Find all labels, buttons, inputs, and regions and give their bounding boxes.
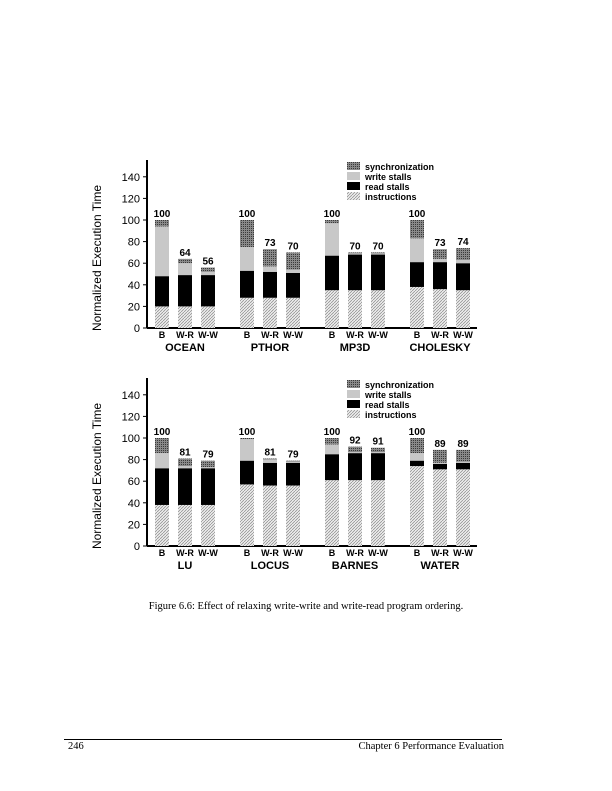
bar-segment-instructions — [371, 290, 385, 328]
bar-total-label: 73 — [434, 238, 446, 250]
legend-swatch — [347, 390, 360, 398]
bar-total-label: 91 — [372, 436, 384, 448]
bar-segment-read-stalls — [371, 255, 385, 291]
bar-segment-read-stalls — [263, 272, 277, 298]
bar-category-label: B — [413, 548, 421, 558]
bar-category-label: W-R — [176, 548, 194, 558]
bar-segment-write-stalls — [263, 266, 277, 271]
bar-segment-read-stalls — [240, 461, 254, 485]
legend-swatch — [347, 192, 360, 200]
bar-segment-read-stalls — [433, 464, 447, 469]
bar-total-label: 81 — [264, 447, 276, 459]
bar-category-label: W-W — [198, 330, 218, 340]
y-tick-label: 60 — [127, 476, 140, 489]
bar-segment-write-stalls — [325, 444, 339, 454]
bar-segment-instructions — [325, 290, 339, 328]
bar-category-label: W-W — [283, 548, 303, 558]
bar-segment-read-stalls — [155, 468, 169, 505]
bar-segment-read-stalls — [371, 453, 385, 480]
bar-segment-synchronization — [433, 450, 447, 463]
bar-category-label: B — [243, 548, 251, 558]
bar-segment-read-stalls — [348, 453, 362, 480]
legend-swatch — [347, 400, 360, 408]
bar-category-label: W-R — [431, 548, 449, 558]
y-tick-label: 0 — [133, 323, 140, 335]
bar-segment-instructions — [178, 306, 192, 328]
bar-segment-read-stalls — [433, 262, 447, 289]
bar-segment-synchronization — [456, 450, 470, 462]
bar-segment-read-stalls — [178, 468, 192, 505]
bar-segment-synchronization — [155, 438, 169, 453]
bar-category-label: B — [328, 330, 336, 340]
bar-segment-read-stalls — [456, 463, 470, 469]
bar-segment-instructions — [286, 298, 300, 328]
figure-caption: Figure 6.6: Effect of relaxing write-write and write-read program ordering. — [148, 601, 464, 612]
bar-segment-synchronization — [263, 249, 277, 266]
bar-segment-write-stalls — [240, 439, 254, 461]
legend-label: read stalls — [365, 400, 410, 410]
bar-segment-synchronization — [371, 448, 385, 452]
bar-segment-read-stalls — [325, 454, 339, 480]
bar-total-label: 79 — [202, 449, 214, 461]
bar-segment-synchronization — [263, 459, 277, 460]
bar-segment-read-stalls — [263, 463, 277, 486]
bar-category-label: W-W — [453, 548, 473, 558]
bar-segment-write-stalls — [178, 466, 192, 468]
bar-segment-synchronization — [240, 220, 254, 247]
bar-segment-write-stalls — [456, 462, 470, 463]
bar-segment-instructions — [240, 298, 254, 328]
footer-rule — [64, 739, 502, 740]
group-label: LU — [177, 560, 193, 572]
bar-segment-write-stalls — [240, 247, 254, 271]
bar-total-label: 100 — [153, 427, 171, 438]
y-tick-label: 100 — [121, 215, 140, 227]
legend-swatch — [347, 172, 360, 180]
bar-segment-synchronization — [410, 438, 424, 453]
y-tick-label: 20 — [127, 519, 140, 532]
bar-category-label: B — [243, 330, 251, 340]
bar-category-label: B — [413, 330, 421, 340]
y-tick-label: 120 — [121, 411, 140, 424]
bar-segment-instructions — [325, 480, 339, 546]
bar-segment-synchronization — [325, 220, 339, 223]
bar-segment-read-stalls — [286, 273, 300, 298]
bar-segment-instructions — [348, 290, 362, 328]
legend-swatch — [347, 380, 360, 388]
y-tick-label: 40 — [127, 279, 140, 292]
bar-segment-synchronization — [155, 220, 169, 226]
bar-segment-instructions — [433, 469, 447, 546]
bar-segment-read-stalls — [286, 463, 300, 486]
group-label: LOCUS — [250, 560, 290, 572]
bar-segment-synchronization — [325, 438, 339, 444]
legend-swatch — [347, 162, 360, 170]
bar-category-label: W-R — [346, 330, 364, 340]
bar-segment-write-stalls — [286, 462, 300, 463]
group-label: PTHOR — [250, 342, 290, 354]
bar-segment-write-stalls — [410, 238, 424, 262]
bar-segment-synchronization — [240, 438, 254, 439]
y-tick-label: 20 — [127, 301, 140, 314]
bar-segment-write-stalls — [348, 452, 362, 453]
bar-category-label: W-W — [368, 330, 388, 340]
bar-total-label: 74 — [457, 237, 469, 249]
page-number: 246 — [68, 741, 84, 752]
bar-total-label: 100 — [238, 427, 256, 438]
bar-segment-write-stalls — [155, 453, 169, 468]
bar-segment-read-stalls — [348, 255, 362, 291]
bar-segment-write-stalls — [286, 270, 300, 273]
bar-segment-write-stalls — [155, 226, 169, 276]
bar-segment-write-stalls — [371, 253, 385, 254]
bar-segment-read-stalls — [178, 275, 192, 306]
bar-segment-instructions — [433, 289, 447, 328]
legend-swatch — [347, 182, 360, 190]
group-label: MP3D — [339, 342, 371, 354]
legend-label: synchronization — [365, 162, 435, 172]
bar-segment-write-stalls — [456, 260, 470, 263]
bar-segment-write-stalls — [410, 453, 424, 461]
y-tick-label: 140 — [121, 389, 140, 402]
bar-segment-synchronization — [456, 248, 470, 260]
bar-segment-read-stalls — [201, 468, 215, 505]
bar-category-label: W-R — [346, 548, 364, 558]
bar-total-label: 100 — [408, 427, 426, 438]
group-label: WATER — [420, 560, 460, 572]
legend-label: write stalls — [365, 390, 412, 400]
bar-total-label: 73 — [264, 238, 276, 250]
bar-segment-synchronization — [178, 259, 192, 263]
y-tick-label: 120 — [121, 193, 140, 206]
bar-category-label: W-W — [283, 330, 303, 340]
chapter-title: Chapter 6 Performance Evaluation — [358, 741, 504, 752]
group-label: OCEAN — [165, 342, 205, 354]
bar-segment-read-stalls — [410, 461, 424, 466]
bar-segment-synchronization — [348, 447, 362, 452]
bar-segment-write-stalls — [263, 460, 277, 463]
bar-total-label: 89 — [434, 438, 446, 450]
y-tick-label: 60 — [127, 258, 140, 271]
bar-segment-write-stalls — [178, 263, 192, 275]
bar-segment-write-stalls — [348, 253, 362, 254]
bar-segment-write-stalls — [325, 223, 339, 255]
bar-segment-synchronization — [371, 252, 385, 253]
bar-segment-instructions — [456, 469, 470, 546]
bar-segment-write-stalls — [201, 467, 215, 468]
legend-label: write stalls — [365, 172, 412, 182]
bar-total-label: 100 — [323, 209, 341, 220]
bar-segment-instructions — [456, 290, 470, 328]
bar-segment-read-stalls — [201, 275, 215, 306]
bar-segment-read-stalls — [240, 271, 254, 298]
bar-total-label: 56 — [202, 256, 214, 268]
bar-segment-instructions — [201, 505, 215, 546]
bar-total-label: 100 — [323, 427, 341, 438]
bar-segment-instructions — [286, 486, 300, 546]
bar-segment-synchronization — [178, 459, 192, 467]
bar-category-label: W-W — [368, 548, 388, 558]
y-tick-label: 0 — [133, 541, 140, 553]
bar-segment-instructions — [155, 306, 169, 328]
bar-segment-read-stalls — [155, 276, 169, 306]
y-axis-label: Normalized Execution Time — [90, 402, 104, 550]
bar-segment-instructions — [178, 505, 192, 546]
legend-label: synchronization — [365, 380, 435, 390]
bar-segment-synchronization — [286, 252, 300, 269]
bar-category-label: B — [158, 330, 166, 340]
bar-segment-instructions — [348, 480, 362, 546]
bar-segment-instructions — [263, 298, 277, 328]
bar-segment-write-stalls — [433, 259, 447, 262]
bar-category-label: W-W — [198, 548, 218, 558]
bar-segment-instructions — [155, 505, 169, 546]
bar-segment-instructions — [263, 486, 277, 546]
legend-swatch — [347, 410, 360, 418]
bar-segment-synchronization — [286, 461, 300, 462]
bar-total-label: 70 — [287, 241, 299, 253]
bar-segment-read-stalls — [325, 256, 339, 291]
bar-segment-synchronization — [433, 249, 447, 259]
bar-category-label: W-W — [453, 330, 473, 340]
bar-total-label: 64 — [179, 247, 191, 259]
y-axis-label: Normalized Execution Time — [90, 184, 104, 332]
y-tick-label: 40 — [127, 497, 140, 510]
bar-total-label: 81 — [179, 447, 191, 459]
bar-segment-read-stalls — [456, 263, 470, 290]
bar-total-label: 100 — [238, 209, 256, 220]
bar-segment-instructions — [201, 306, 215, 328]
group-label: BARNES — [331, 560, 379, 572]
legend-label: instructions — [365, 192, 417, 202]
bar-category-label: B — [158, 548, 166, 558]
y-tick-label: 100 — [121, 433, 140, 445]
bar-total-label: 100 — [408, 209, 426, 220]
bar-category-label: B — [328, 548, 336, 558]
bar-segment-write-stalls — [201, 272, 215, 275]
bar-category-label: W-R — [431, 330, 449, 340]
bar-category-label: W-R — [261, 548, 279, 558]
group-label: CHOLESKY — [409, 342, 471, 354]
bar-segment-write-stalls — [371, 452, 385, 453]
bar-total-label: 70 — [372, 241, 384, 253]
bar-category-label: W-R — [176, 330, 194, 340]
y-tick-label: 140 — [121, 171, 140, 184]
bar-segment-instructions — [410, 466, 424, 546]
bar-segment-synchronization — [410, 220, 424, 238]
y-tick-label: 80 — [127, 236, 140, 249]
bar-total-label: 89 — [457, 438, 469, 450]
bar-segment-write-stalls — [433, 463, 447, 464]
bar-segment-synchronization — [348, 252, 362, 253]
bar-segment-synchronization — [201, 268, 215, 272]
legend-label: instructions — [365, 410, 417, 420]
bar-total-label: 79 — [287, 449, 299, 461]
bar-segment-instructions — [371, 480, 385, 546]
bar-segment-instructions — [240, 484, 254, 546]
legend-label: read stalls — [365, 182, 410, 192]
bar-segment-synchronization — [201, 461, 215, 467]
bar-segment-read-stalls — [410, 262, 424, 287]
chart-top — [85, 150, 495, 360]
bar-total-label: 100 — [153, 209, 171, 220]
bar-category-label: W-R — [261, 330, 279, 340]
chart-bottom — [85, 368, 495, 578]
y-tick-label: 80 — [127, 454, 140, 467]
bar-segment-instructions — [410, 287, 424, 328]
bar-total-label: 92 — [349, 435, 361, 447]
bar-total-label: 70 — [349, 241, 361, 253]
